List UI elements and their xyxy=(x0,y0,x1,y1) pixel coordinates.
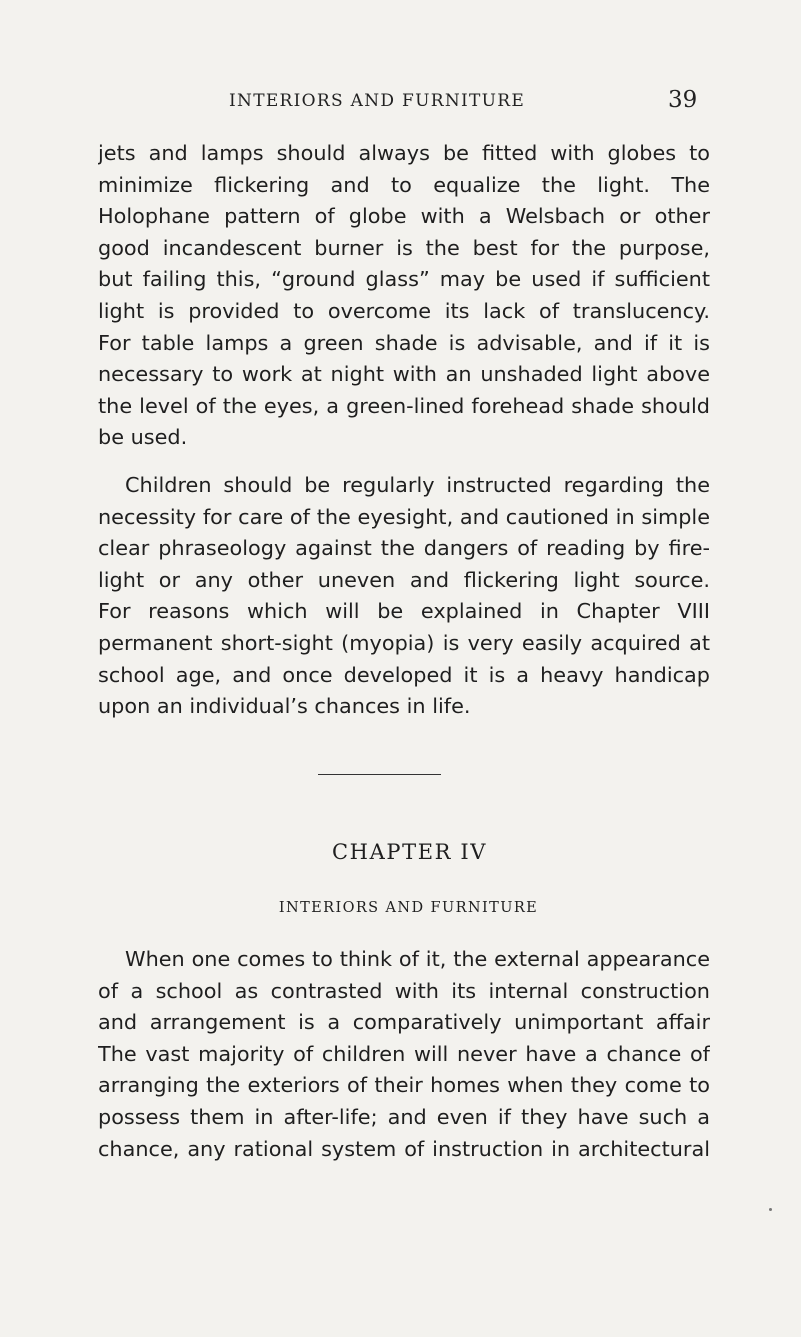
text-line: be used. xyxy=(98,425,188,450)
text-line: school age, and once developed it is a heavy handicap xyxy=(98,662,710,687)
text-line: upon an individual’s chances in life. xyxy=(98,694,471,719)
text-line: light is provided to overcome its lack of translucency. xyxy=(98,298,710,323)
text-line: chance, any rational system of instruction in architectural xyxy=(98,1136,710,1161)
text-line: possess them in after-life; and even if they have such a xyxy=(98,1104,710,1129)
chapter-title: CHAPTER IV xyxy=(332,840,487,864)
text-line: of a school as contrasted with its internal construction xyxy=(98,978,710,1003)
text-line: Holophane pattern of globe with a Welsbach or other xyxy=(98,204,710,229)
running-head: INTERIORS AND FURNITURE xyxy=(229,91,526,111)
text-line: Children should be regularly instructed regarding the xyxy=(125,473,710,497)
chapter-subtitle: INTERIORS AND FURNITURE xyxy=(278,900,539,916)
section-divider xyxy=(318,774,441,775)
text-line: The vast majority of children will never have a chance of xyxy=(98,1041,710,1066)
text-line: the level of the eyes, a green-lined forehead shade should xyxy=(98,393,710,418)
text-line: clear phraseology against the dangers of reading by fire- xyxy=(98,536,710,561)
page-header xyxy=(0,88,801,118)
paragraph-eyesight xyxy=(98,470,710,723)
text-line: jets and lamps should always be fitted with globes to xyxy=(98,141,710,165)
paper-speck xyxy=(769,1208,772,1211)
text-line: good incandescent burner is the best for the purpose, xyxy=(98,235,710,260)
text-line: necessity for care of the eyesight, and cautioned in simple xyxy=(98,504,710,529)
text-line: light or any other uneven and flickering light source. xyxy=(98,567,710,592)
text-line: but failing this, “ground glass” may be used if sufficient xyxy=(98,267,710,292)
text-line: minimize flickering and to equalize the light. The xyxy=(98,172,710,197)
text-line: permanent short-sight (myopia) is very easily acquired at xyxy=(98,630,710,655)
paragraph-lighting xyxy=(98,138,710,454)
paragraph-chapter-opening xyxy=(98,944,710,1165)
page-number: 39 xyxy=(668,87,698,113)
text-line: For table lamps a green shade is advisable, and if it is xyxy=(98,330,710,355)
text-line: necessary to work at night with an unshaded light above xyxy=(98,362,710,387)
text-line: When one comes to think of it, the external appearance xyxy=(125,947,710,971)
text-line: and arrangement is a comparatively unimportant affair xyxy=(98,1010,710,1035)
text-line: For reasons which will be explained in Chapter VIII xyxy=(98,599,710,624)
text-line: arranging the exteriors of their homes when they come to xyxy=(98,1073,710,1098)
